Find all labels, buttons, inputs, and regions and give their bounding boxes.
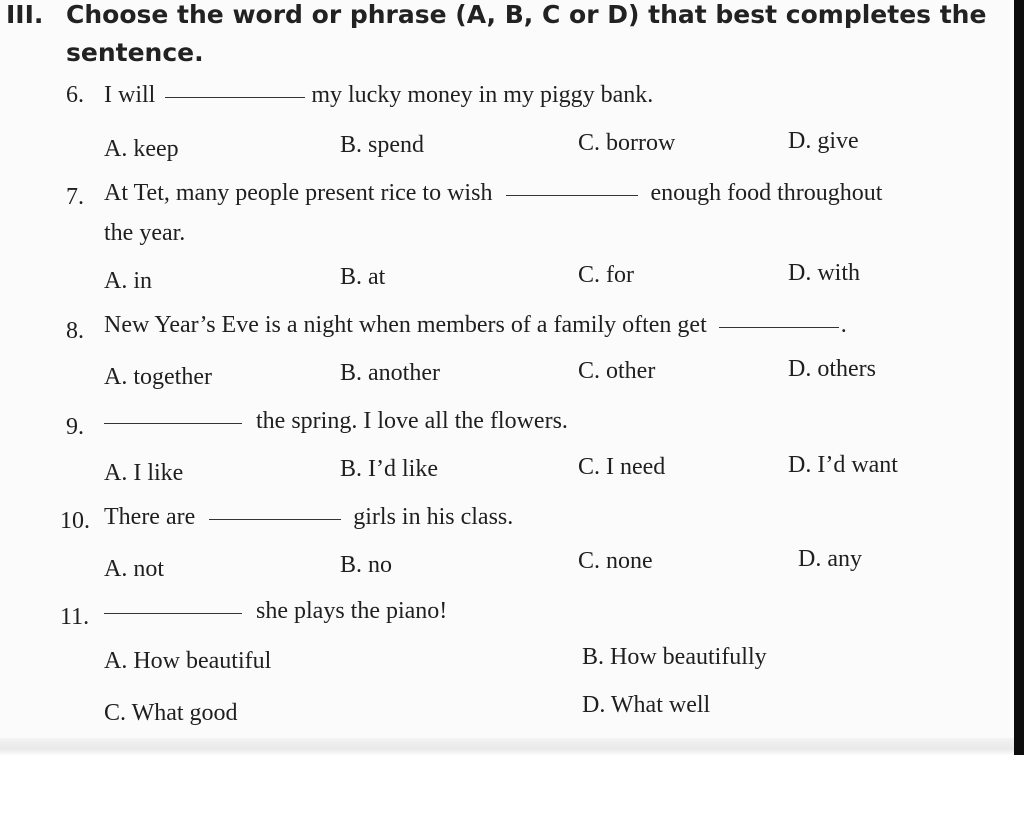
question-9-option-b: B. I’d like — [340, 456, 438, 482]
question-9-part-2: the spring. I love all the flowers. — [256, 408, 568, 434]
question-7-number: 7. — [66, 184, 84, 210]
question-7-option-c: C. for — [578, 262, 634, 288]
question-7-part-2: enough food throughout — [650, 180, 883, 206]
question-7-blank — [506, 194, 638, 196]
question-9-option-c: C. I need — [578, 454, 666, 480]
question-11-part-2: she plays the piano! — [256, 598, 448, 624]
question-8-part-2: . — [840, 312, 847, 338]
question-10-option-a: A. not — [104, 556, 164, 582]
question-9-text — [104, 408, 568, 435]
question-6-option-c: C. borrow — [578, 130, 676, 156]
question-7-text — [104, 180, 882, 207]
question-8-part-1: New Year’s Eve is a night when members of a family often get — [104, 312, 707, 338]
page-bottom-edge — [0, 738, 1024, 755]
question-9-blank — [104, 422, 242, 424]
question-8-blank — [719, 326, 839, 328]
question-9-number: 9. — [66, 414, 84, 440]
question-10-option-c: C. none — [578, 548, 653, 574]
question-7-option-d: D. with — [788, 260, 860, 286]
question-6-number: 6. — [66, 82, 84, 108]
question-6-option-b: B. spend — [340, 132, 424, 158]
question-6-blank — [165, 96, 305, 98]
question-8-number: 8. — [66, 318, 84, 344]
question-11-option-a: A. How beautiful — [104, 648, 272, 674]
question-6-part-2: my lucky money in my piggy bank. — [311, 82, 654, 108]
question-11-text — [104, 598, 447, 625]
question-10-option-b: B. no — [340, 552, 393, 578]
question-11-number: 11. — [60, 604, 90, 630]
question-11-option-d: D. What well — [582, 692, 711, 718]
question-9-option-a: A. I like — [104, 460, 184, 486]
question-7-option-b: B. at — [340, 264, 386, 290]
question-10-option-d: D. any — [798, 546, 862, 572]
section-instruction: Choose the word or phrase (A, B, C or D) that best completes the — [66, 0, 987, 29]
photo-right-border — [1014, 0, 1024, 755]
question-8-option-a: A. together — [104, 364, 212, 390]
question-7-option-a: A. in — [104, 268, 152, 294]
question-10-number: 10. — [60, 508, 90, 534]
question-10-part-2: girls in his class. — [353, 504, 514, 530]
question-9-option-d: D. I’d want — [788, 452, 898, 478]
question-11-option-c: C. What good — [104, 700, 238, 726]
question-7-part-1: At Tet, many people present rice to wish — [104, 180, 493, 206]
question-11-blank — [104, 612, 242, 614]
question-10-text — [104, 504, 513, 531]
question-7-continuation: the year. — [104, 220, 186, 246]
question-6-option-a: A. keep — [104, 136, 179, 162]
question-8-option-b: B. another — [340, 360, 440, 386]
question-6-part-1: I will — [104, 82, 156, 108]
question-6-option-d: D. give — [788, 128, 859, 154]
question-10-blank — [209, 518, 341, 520]
question-8-option-c: C. other — [578, 358, 656, 384]
question-10-part-1: There are — [104, 504, 196, 530]
question-8-text — [104, 312, 847, 339]
question-6-text — [104, 82, 653, 109]
section-instruction-continued: sentence. — [66, 38, 204, 67]
section-number: III. — [6, 0, 44, 29]
question-8-option-d: D. others — [788, 356, 876, 382]
question-11-option-b: B. How beautifully — [582, 644, 767, 670]
